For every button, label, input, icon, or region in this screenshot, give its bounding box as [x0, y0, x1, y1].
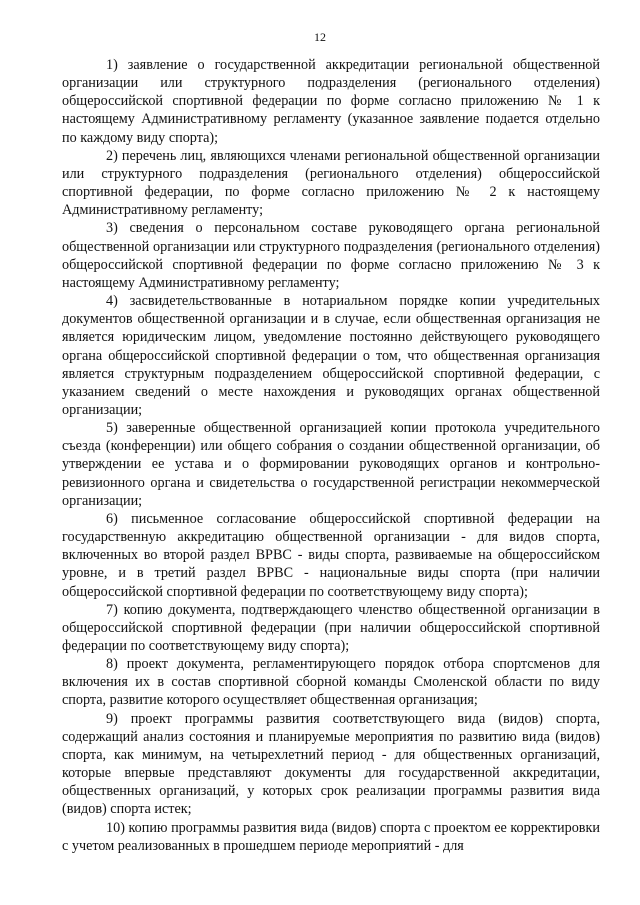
list-item-5: 5) заверенные общественной организацией копии протокола учредительного съезда (конференции) или общего собрания о создании общественной организации, об утверждении ее устава и о формировании руководящих органов и контрольно-ревизионного органа и свидетельства о государственной регистрации некоммерческой организации; — [62, 420, 600, 509]
list-item-1: 1) заявление о государственной аккредитации региональной общественной организации или структурного подразделения (регионального отделения) общероссийской спортивной федерации по форме согласно приложению № 1 к настоящему Административному регламенту (указанное заявление подается отдельно по каждому виду спорта); — [62, 57, 600, 146]
list-item-4: 4) засвидетельствованные в нотариальном порядке копии учредительных документов общественной организации и в случае, если общественная организация не является юридическим лицом, уведомление постоянно действующего руководящего органа общероссийской спортивной федерации о том, что общественная организация является структурным подразделением общероссийской спортивной федерации, с указанием сведений о месте нахождения и руководящих органах общественной организации; — [62, 293, 600, 418]
list-item-6: 6) письменное согласование общероссийской спортивной федерации на государственную аккредитацию общественной организации - для видов спорта, включенных во второй раздел ВРВС - виды спорта, развиваемые на общероссийском уровне, и в третий раздел ВРВС - национальные виды спорта (при наличии общероссийской спортивной федерации по соответствующему виду спорта); — [62, 510, 600, 600]
list-item-7: 7) копию документа, подтверждающего членство общественной организации в общероссийской спортивной федерации (при наличии общероссийской спортивной федерации по соответствующему виду спорта); — [62, 601, 600, 654]
list-item-9: 9) проект программы развития соответствующего вида (видов) спорта, содержащий анализ состояния и планируемые мероприятия по развитию вида (видов) спорта, как минимум, на четырехлетний период - для общественных организаций, которые впервые представляют документы для государственной аккредитации, общественных организаций, у которых срок реализации программы развития вида (видов) спорта истек; — [62, 710, 600, 818]
page-number: 12 — [314, 30, 326, 44]
document-body — [62, 56, 600, 855]
list-item-10: 10) копию программы развития вида (видов) спорта с проектом ее корректировки с учетом реализованных в прошедшем периоде мероприятий - для — [62, 819, 600, 854]
list-item-2: 2) перечень лиц, являющихся членами региональной общественной организации или структурного подразделения (регионального отделения) общероссийской спортивной федерации, по форме согласно приложению № 2 к настоящему Административному регламенту; — [62, 147, 600, 219]
list-item-8: 8) проект документа, регламентирующего порядок отбора спортсменов для включения их в состав спортивной сборной команды Смоленской области по виду спорта, развитие которого осуществляет общественная организация; — [62, 656, 600, 709]
list-item-3: 3) сведения о персональном составе руководящего органа региональной общественной организации или структурного подразделения (регионального отделения) общероссийской спортивной федерации по форме согласно приложению № 3 к настоящему Административному регламенту; — [62, 220, 600, 291]
